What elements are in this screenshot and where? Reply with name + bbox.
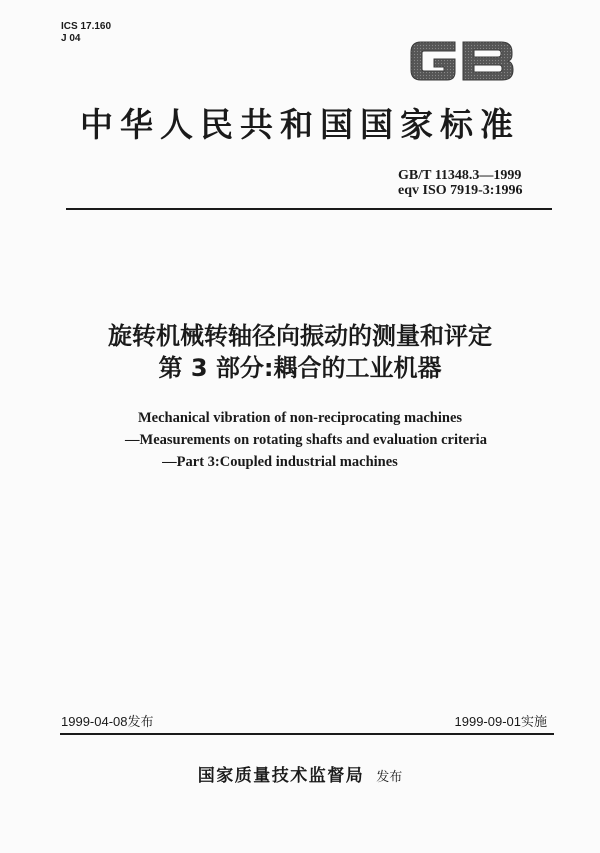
gb-logo — [407, 38, 517, 84]
standard-codes — [398, 168, 522, 198]
gb-logo-b — [463, 42, 513, 80]
category-code: J 04 — [61, 33, 81, 44]
chinese-title — [0, 320, 600, 384]
standard-type-heading: 中华人民共和国国家标准 — [80, 105, 520, 144]
issuer-action: 发布 — [376, 770, 403, 785]
chinese-title-line-1: 旋转机械转轴径向振动的测量和评定 — [108, 322, 492, 350]
classification-codes — [61, 21, 111, 45]
ics-code: ICS 17.160 — [61, 21, 112, 32]
english-title — [0, 407, 600, 473]
standard-number: GB/T 11348.3—1999 — [398, 168, 522, 183]
english-title-line-2: —Measurements on rotating shafts and evaluation criteria — [125, 432, 487, 448]
issuer-organization: 国家质量技术监督局 — [197, 766, 365, 786]
bottom-divider — [60, 733, 554, 735]
english-title-line-1: Mechanical vibration of non-reciprocating machines — [137, 410, 463, 426]
iso-equivalent: eqv ISO 7919-3:1996 — [398, 183, 523, 198]
chinese-title-line-2: 第 3 部分:耦合的工业机器 — [158, 354, 442, 382]
issue-date: 1999-04-08发布 — [61, 714, 154, 729]
top-divider — [66, 208, 552, 210]
gb-logo-g — [411, 42, 455, 80]
effective-date: 1999-09-01实施 — [454, 714, 547, 729]
english-title-line-3: —Part 3:Coupled industrial machines — [162, 454, 398, 470]
issuing-authority — [0, 765, 600, 789]
